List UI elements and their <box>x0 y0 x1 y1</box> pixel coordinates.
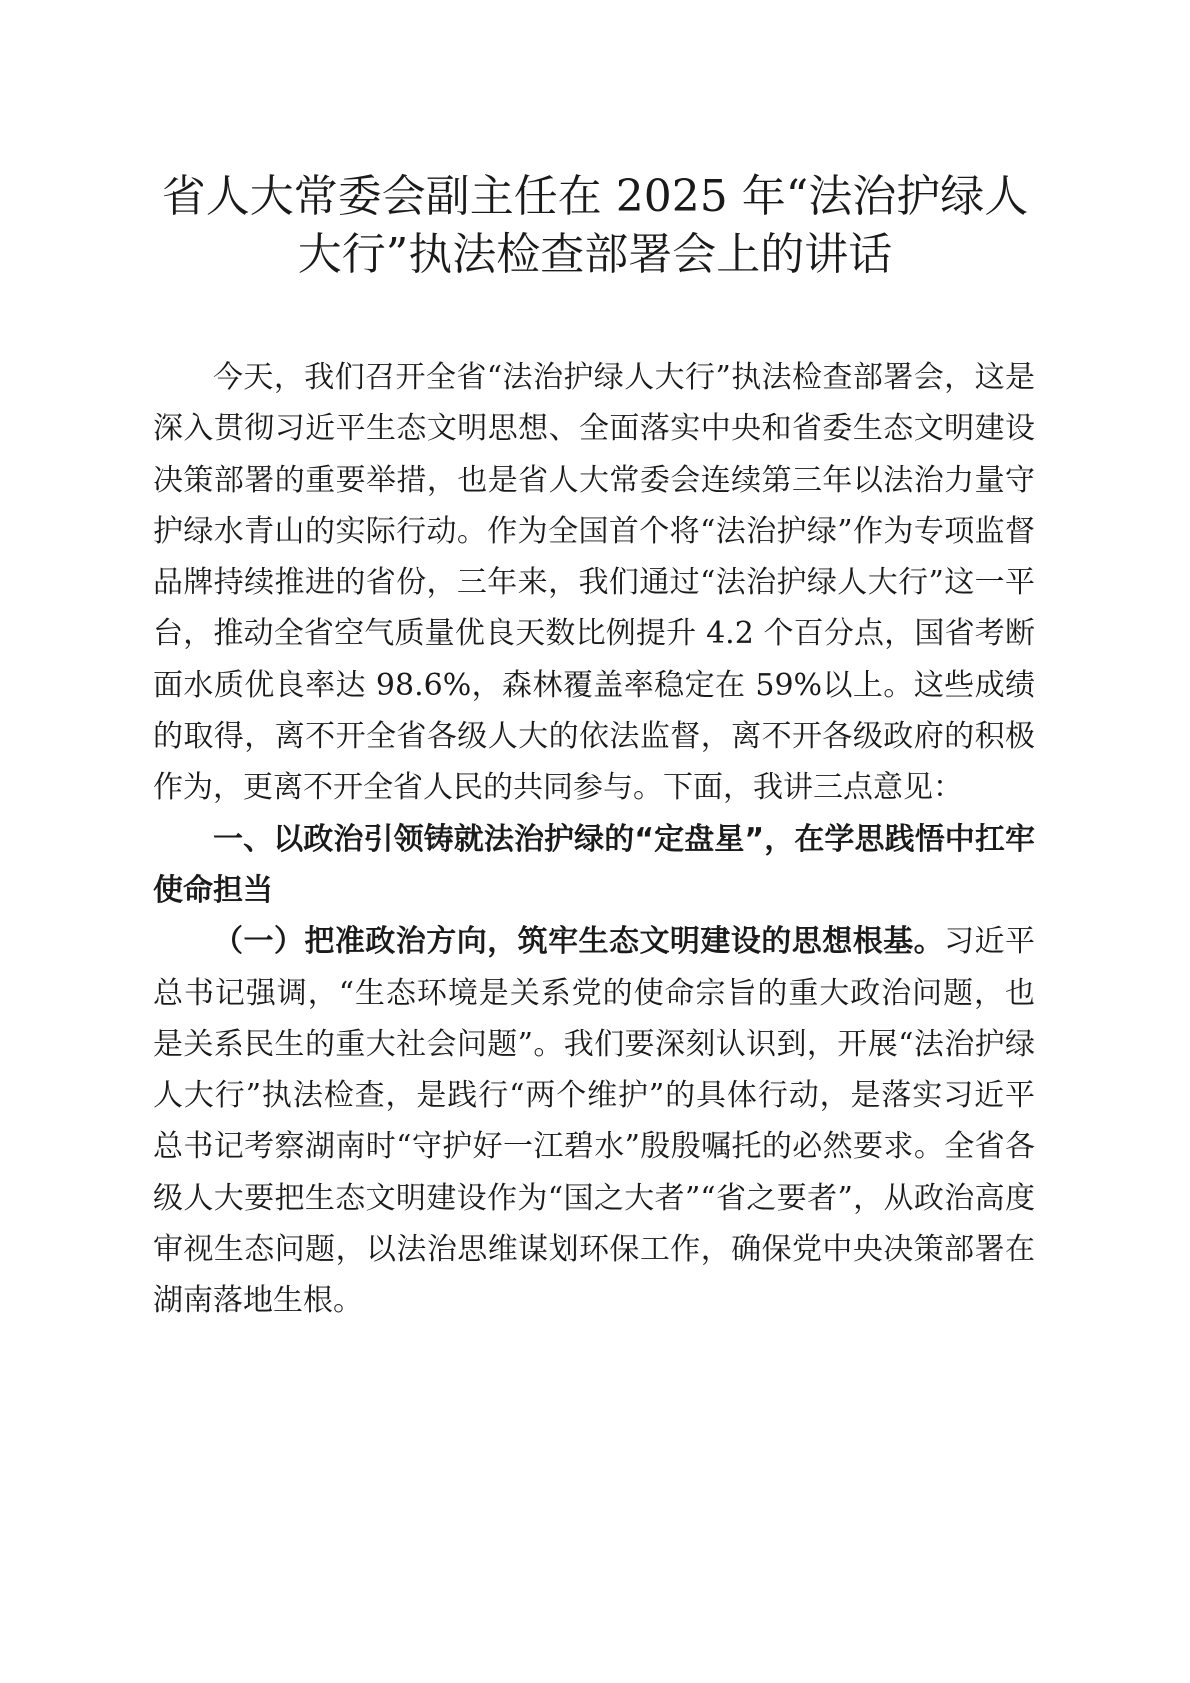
document-body <box>153 352 1035 1327</box>
subsection-1-paragraph <box>153 916 1035 1326</box>
title-line-2: 大行”执法检查部署会上的讲话 <box>297 229 893 280</box>
document-title <box>140 168 1050 284</box>
section-1-heading: 一、以政治引领铸就法治护绿的“定盘星”，在学思践悟中扛牢使命担当 <box>153 821 1035 908</box>
subsection-1-text: 习近平总书记强调，“生态环境是关系党的使命宗旨的重大政治问题，也是关系民生的重大社会问题”。我们要深刻认识到，开展“法治护绿人大行”执法检查，是践行“两个维护”的具体行动，是落实习近平总书记考察湖南时“守护好一江碧水”殷殷嘱托的必然要求。全省各级人大要把生态文明建设作为“国之大者”“省之要者”，从政治高度审视生态问题，以法治思维谋划环保工作，确保党中央决策部署在湖南落地生根。 <box>153 924 1036 1319</box>
title-line-1: 省人大常委会副主任在 2025 年“法治护绿人 <box>161 171 1029 222</box>
subsection-1-heading: （一）把准政治方向，筑牢生态文明建设的思想根基。 <box>213 924 945 960</box>
intro-paragraph: 今天，我们召开全省“法治护绿人大行”执法检查部署会，这是深入贯彻习近平生态文明思想、全面落实中央和省委生态文明建设决策部署的重要举措，也是省人大常委会连续第三年以法治力量守护绿水青山的实际行动。作为全国首个将“法治护绿”作为专项监督品牌持续推进的省份，三年来，我们通过“法治护绿人大行”这一平台，推动全省空气质量优良天数比例提升 4.2 个百分点，国省考断面水质优良率达 98.6%，森林覆盖率稳定在 59%以上。这些成绩的取得，离不开全省各级人大的依法监督，离不开各级政府的积极作为，更离不开全省人民的共同参与。下面，我讲三点意见： <box>153 360 1035 806</box>
